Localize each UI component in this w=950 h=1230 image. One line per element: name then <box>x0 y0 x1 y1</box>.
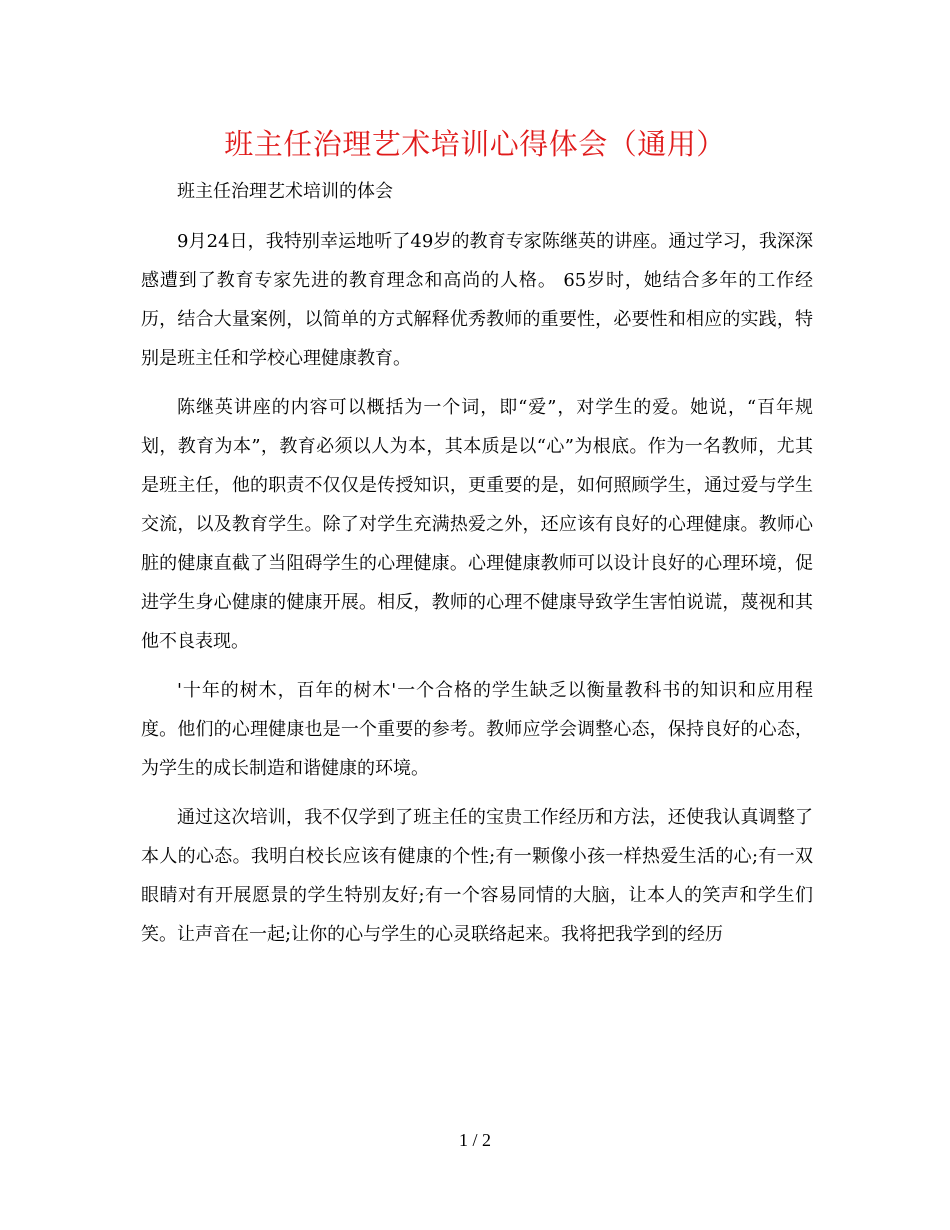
paragraph-4: 通过这次培训，我不仅学到了班主任的宝贵工作经历和方法，还使我认真调整了本人的心态。我明白校长应该有健康的个性;有一颗像小孩一样热爱生活的心;有一双眼睛对有开展愿景的学生特别友好;有一个容易同情的大脑，让本人的笑声和学生们笑。让声音在一起;让你的心与学生的心灵联络起来。我将把我学到的经历 <box>141 807 813 945</box>
paragraph-3: '十年的树木，百年的树木'一个合格的学生缺乏以衡量教科书的知识和应用程度。他们的心理健康也是一个重要的参考。教师应学会调整心态，保持良好的心态，为学生的成长制造和谐健康的环境。 <box>141 680 813 779</box>
document-title: 班主任治理艺术培训心得体会（通用） <box>224 127 726 161</box>
page-number: 1 / 2 <box>458 1130 491 1150</box>
document-subheading: 班主任治理艺术培训的体会 <box>177 181 393 202</box>
paragraph-2: 陈继英讲座的内容可以概括为一个词，即“爱”，对学生的爱。她说，“百年规划，教育为本”，教育必须以人为本，其本质是以“心”为根底。作为一名教师，尤其是班主任，他的职责不仅仅是传授知识，更重要的是，如何照顾学生，通过爱与学生交流，以及教育学生。除了对学生充满热爱之外，还应该有良好的心理健康。教师心脏的健康直截了当阻碍学生的心理健康。心理健康教师可以设计良好的心理环境，促进学生身心健康的健康开展。相反，教师的心理不健康导致学生害怕说谎，蔑视和其他不良表现。 <box>141 397 813 652</box>
paragraph-1: 9月24日，我特别幸运地听了49岁的教育专家陈继英的讲座。通过学习，我深深感遭到了教育专家先进的教育理念和高尚的人格。 65岁时，她结合多年的工作经历，结合大量案例，以简单的方式解释优秀教师的重要性，必要性和相应的实践，特别是班主任和学校心理健康教育。 <box>141 231 813 369</box>
document-body <box>141 172 813 954</box>
